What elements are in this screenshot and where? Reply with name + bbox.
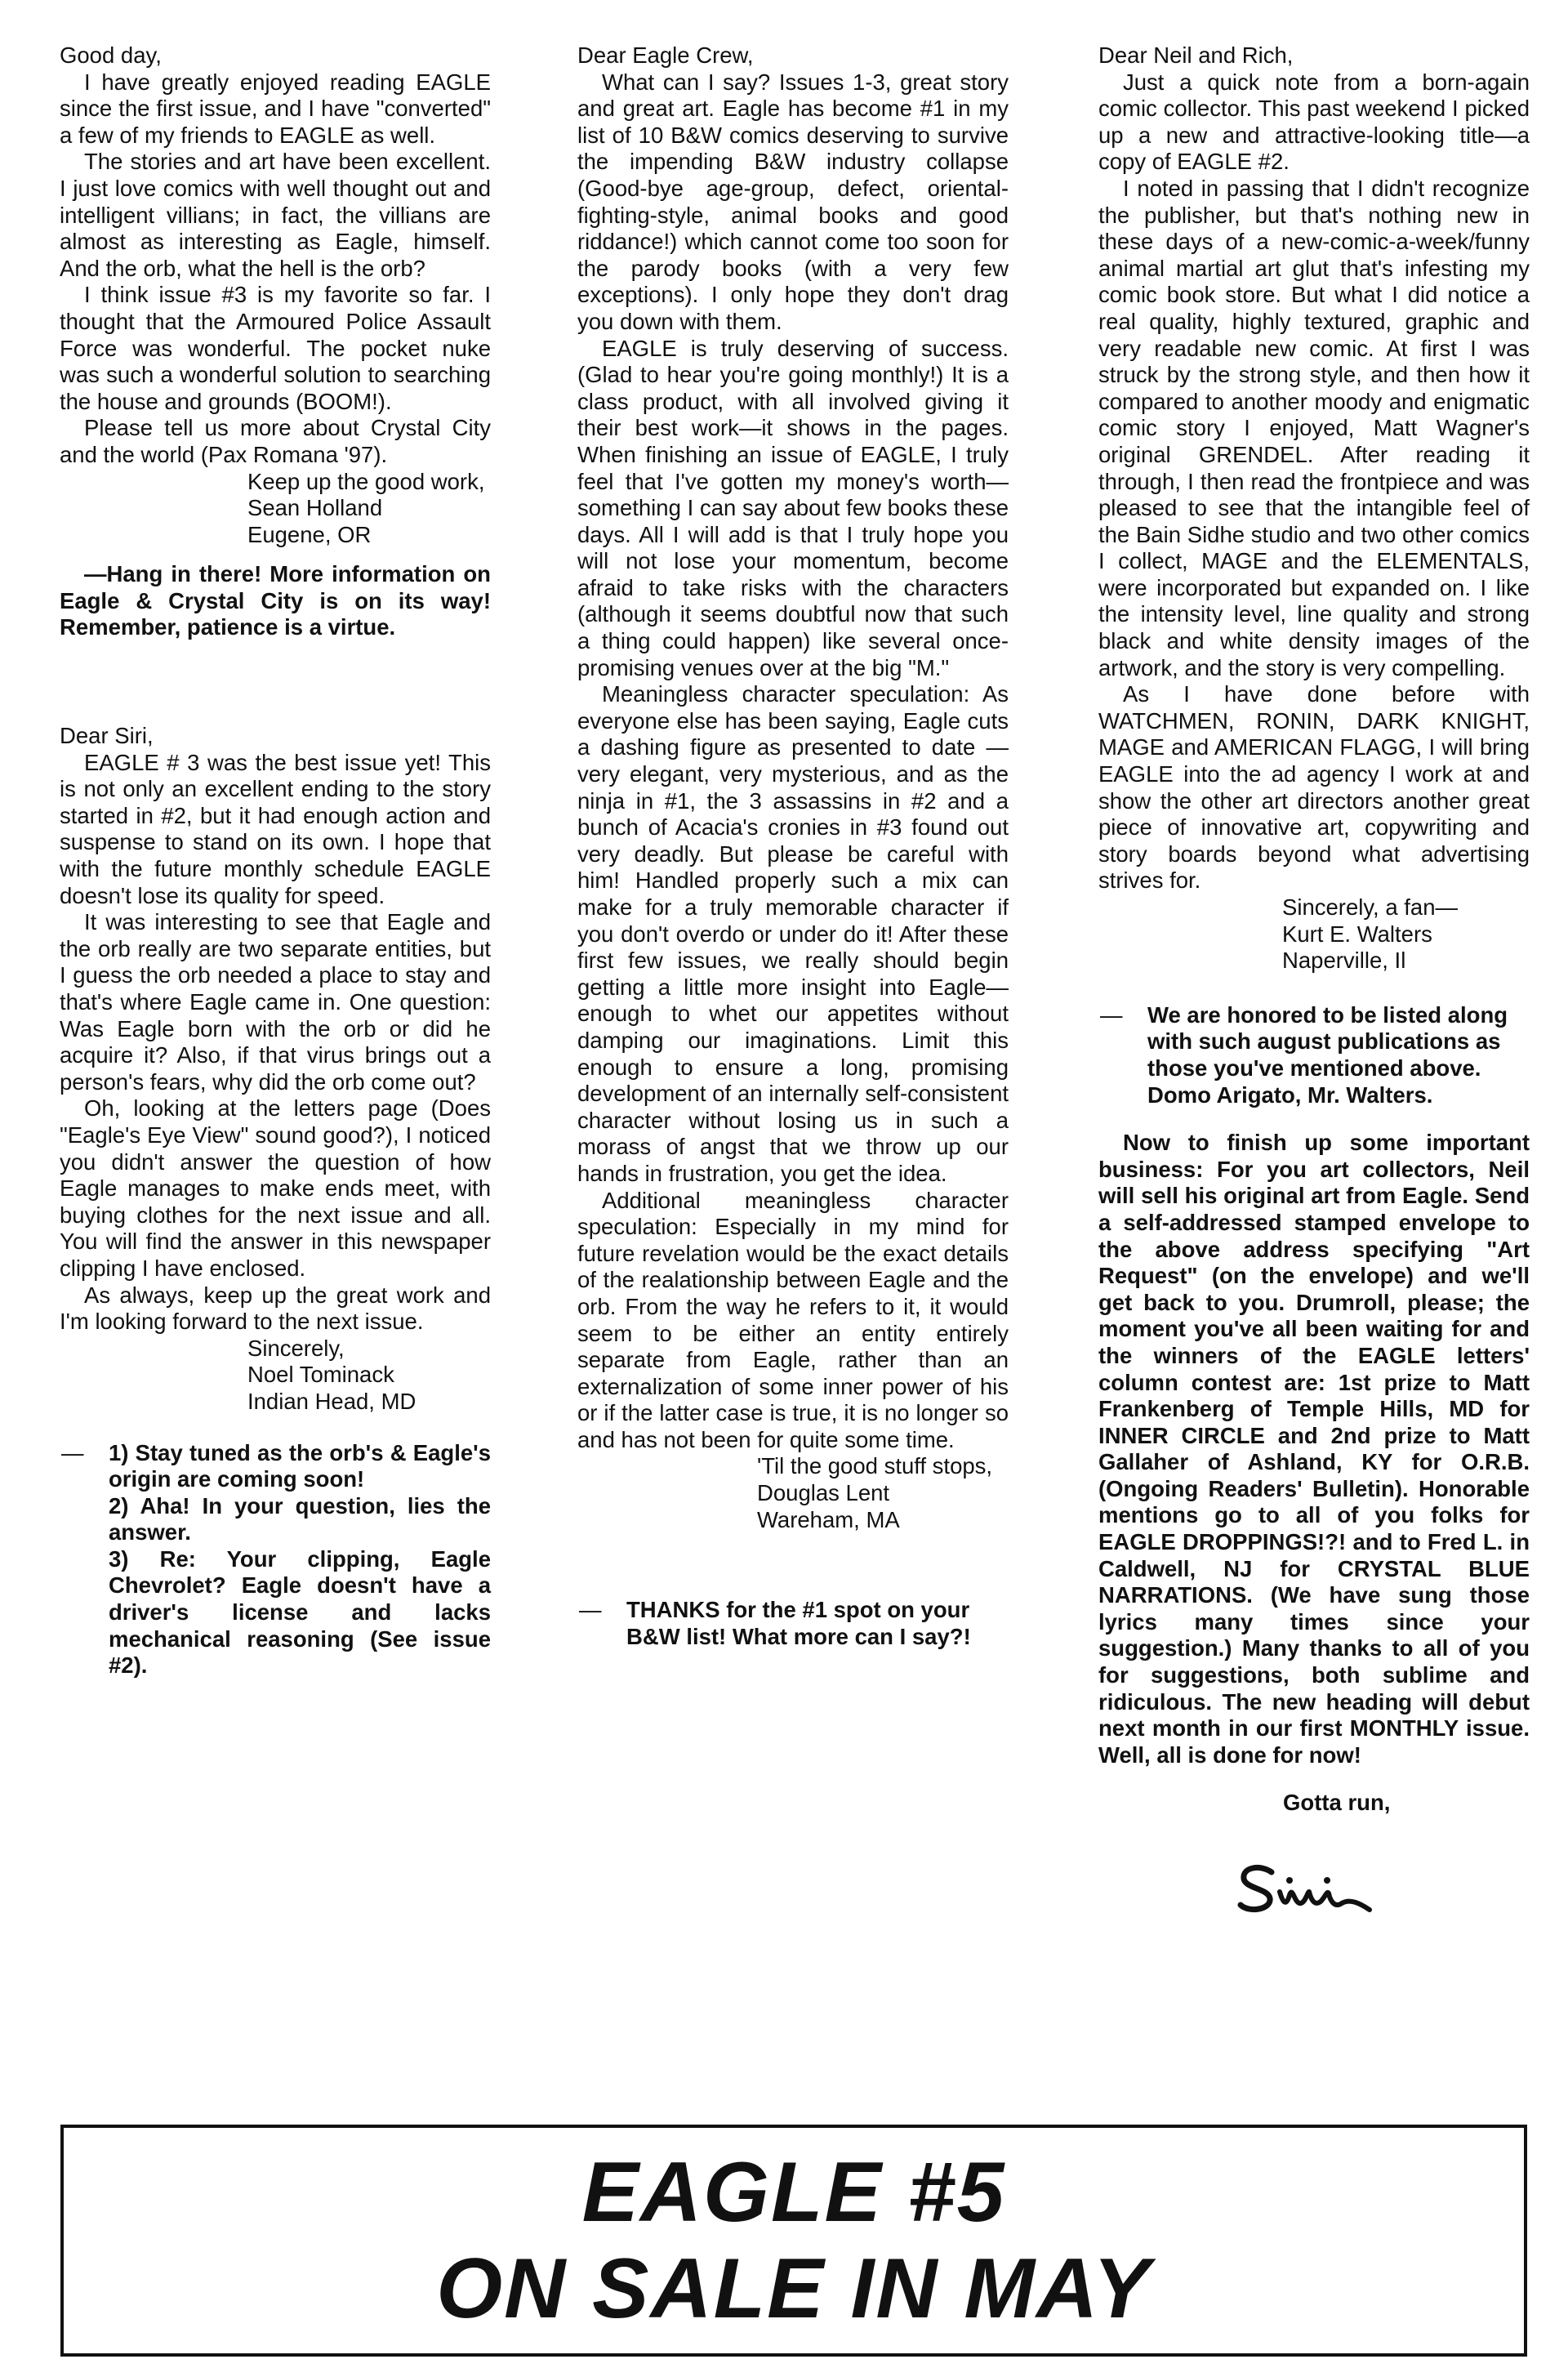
letter-sean-holland [60, 42, 491, 641]
letter-paragraph: As I have done before with WATCHMEN, RONIN, DARK KNIGHT, MAGE and AMERICAN FLAGG, I will bring EAGLE into the ad agency I work at and show the other art directors another great piece of innovative art, copywriting and story boards beyond what advertising strives for. [1098, 681, 1530, 894]
letter-paragraph: I noted in passing that I didn't recognize the publisher, but that's nothing new in these days of a new-comic-a-week/funny animal martial art glut that's infesting my comic book store. But what I did notice a real quality, highly textured, graphic and very readable new comic. At first I was struck by the strong style, and then how it compared to another moody and enigmatic comic story I enjoyed, Matt Wagner's original GRENDEL. After reading it through, I then read the frontpiece and was pleased to see that the intangible feel of the Bain Sidhe studio and two other comics I collect, MAGE and the ELEMENTALS, were incorporated but expanded on. I like the intensity level, line quality and strong black and white density images of the artwork, and the story is very compelling. [1098, 175, 1530, 680]
reply-dash: — [61, 1439, 84, 1465]
reply-item: 1) Stay tuned as the orb's & Eagle's origin are coming soon! [109, 1439, 491, 1492]
editor-reply: —Hang in there! More information on Eagle & Crystal City is on its way! Remember, patience is a virtue. [60, 561, 491, 640]
editor-reply [577, 1597, 1009, 1650]
column-middle [577, 42, 1009, 1650]
editor-reply [60, 1440, 491, 1679]
letter-greeting: Dear Eagle Crew, [577, 42, 754, 68]
reply-text: THANKS for the #1 spot on your B&W list! What more can I say?! [626, 1597, 971, 1649]
reply-dash: — [1100, 1001, 1123, 1028]
signature-location: Indian Head, MD [247, 1388, 416, 1414]
letter-paragraph: I have greatly enjoyed reading EAGLE since the first issue, and I have "converted" a few of my friends to EAGLE as well. [60, 69, 491, 148]
letter-paragraph: EAGLE is truly deserving of success. (Glad to hear you're going monthly!) It is a class product, with all involved giving it their best work—it shows in the pages. When finishing an issue of EAGLE, I truly feel that I've gotten my money's worth—something I can say about few books these days. All I will add is that I truly hope you will not lose your momentum, become afraid to take risks with the characters (although it seems doubtful now that such a thing could happen) like several once-promising venues over at the big "M." [577, 335, 1009, 680]
reply-item: 2) Aha! In your question, lies the answer. [109, 1492, 491, 1545]
signature-line: 'Til the good stuff stops, [757, 1453, 993, 1479]
banner-line-1: EAGLE #5 [581, 2145, 1006, 2240]
signature-line: Sincerely, [247, 1335, 345, 1361]
signature-name: Noel Tominack [247, 1362, 394, 1388]
letter-paragraph: Oh, looking at the letters page (Does "Eagle's Eye View" sound good?), I noticed you didn't answer the question of how Eagle manages to make ends meet, with buying clothes for the next issue and all. You will find the answer in this newspaper clipping I have enclosed. [60, 1095, 491, 1281]
letter-paragraph: What can I say? Issues 1-3, great story and great art. Eagle has become #1 in my list of 10 B&W comics deserving to survive the impending B&W industry collapse (Good-bye age-group, defect, oriental-fighting-style, animal books and good riddance!) which cannot come too soon for the parody books (with a very few exceptions). I only hope they don't drag you down with them. [577, 69, 1009, 334]
letter-greeting: Good day, [60, 42, 162, 68]
signature-line: Sincerely, a fan— [1282, 894, 1459, 920]
column-left [60, 42, 491, 1679]
letter-greeting: Dear Neil and Rich, [1098, 42, 1294, 68]
letter-paragraph: It was interesting to see that Eagle and the orb really are two separate entities, but I guess the orb needed a place to stay and that's where Eagle came in. One question: Was Eagle born with the orb or did he acquire it? Also, if that virus brings out a person's fears, why did the orb come out? [60, 909, 491, 1095]
reply-text: We are honored to be listed along with such august publications as those you've mentioned above. Domo Arigato, Mr. Walters. [1147, 1001, 1508, 1108]
letter-paragraph: As always, keep up the great work and I'm looking forward to the next issue. [60, 1282, 491, 1335]
signature-name: Sean Holland [247, 495, 383, 521]
letter-douglas-lent [577, 42, 1009, 1650]
letter-paragraph: Additional meaningless character speculation: Especially in my mind for future revelation would be the exact details of the realationship between Eagle and the orb. From the way he refers to it, it would seem to be either an entity entirely separate from Eagle, rather than an externalization of some inner power of his or if the latter case is true, it is no longer so and has not been for quite some time. [577, 1187, 1009, 1452]
letter-greeting: Dear Siri, [60, 723, 154, 749]
signature-name: Kurt E. Walters [1282, 921, 1432, 947]
closing-signoff: Gotta run, [1283, 1790, 1391, 1816]
reply-item: 3) Re: Your clipping, Eagle Chevrolet? Eagle doesn't have a driver's license and lacks mechanical reasoning (See issue #2). [109, 1545, 491, 1679]
banner-line-2: ON SALE IN MAY [436, 2241, 1152, 2336]
letter-paragraph: I think issue #3 is my favorite so far. I thought that the Armoured Police Assault Force was wonderful. The pocket nuke was such a wonderful solution to searching the house and grounds (BOOM!). [60, 282, 491, 414]
letter-paragraph: The stories and art have been excellent. I just love comics with well thought out and intelligent villians; in fact, the villians are almost as interesting as Eagle, himself. And the orb, what the hell is the orb? [60, 149, 491, 281]
reply-dash: — [579, 1597, 602, 1623]
letter-paragraph: EAGLE # 3 was the best issue yet! This is not only an excellent ending to the story started in #2, but it had enough action and suspense to stand on its own. I hope that with the future monthly schedule EAGLE doesn't lose its quality for speed. [60, 749, 491, 908]
letter-paragraph: Meaningless character speculation: As everyone else has been saying, Eagle cuts a dashing figure as presented to date — very elegant, very mysterious, and as the ninja in #1, the 3 assassins in #2 and a bunch of Acacia's cronies in #3 found out very deadly. But please be careful with him! Handled properly such a mix can make for a truly memorable character if you don't overdo or under do it! After these first few issues, we really should begin getting a little more insight into Eagle—enough to whet our appetites without damping our imaginations. Limit this enough to ensure a long, promising development of an internally self-consistent character without losing us in such a morass of angst that we throw up our hands in frustration, you get the idea. [577, 681, 1009, 1186]
on-sale-banner [60, 2125, 1527, 2357]
letter-paragraph: Please tell us more about Crystal City and the world (Pax Romana '97). [60, 415, 491, 467]
signature-name: Douglas Lent [757, 1480, 890, 1506]
letter-kurt-walters [1098, 42, 1530, 1108]
siri-signature-image [1236, 1856, 1374, 1921]
signature-location: Eugene, OR [247, 521, 372, 547]
letter-paragraph: Just a quick note from a born-again comic collector. This past weekend I picked up a new and attractive-looking title—a copy of EAGLE #2. [1098, 69, 1530, 175]
signature-line: Keep up the good work, [247, 468, 485, 494]
editor-reply [1098, 1002, 1530, 1108]
closing-paragraph: Now to finish up some important business: For you art collectors, Neil will sell his original art from Eagle. Send a self-addressed stamped envelope to the above address specifying "Art Request" (on the envelope) and we'll get back to you. Drumroll, please; the moment you've all been waiting for and the winners of the EAGLE letters' column contest are: 1st prize to Matt Frankenberg of Temple Hills, MD for INNER CIRCLE and 2nd prize to Matt Gallaher of Ashland, KY for O.R.B. (Ongoing Readers' Bulletin). Honorable mentions go to all of you folks for EAGLE DROPPINGS!?! and to Fred L. in Caldwell, NJ for CRYSTAL BLUE NARRATIONS. (We have sung those lyrics many times since your suggestion.) Many thanks to all of you for suggestions, both sublime and ridiculous. The new heading will debut next month in our first MONTHLY issue. Well, all is done for now! [1098, 1130, 1530, 1768]
editor-closing [1098, 1130, 1530, 1921]
column-right [1098, 42, 1530, 1921]
letter-noel-tominack [60, 723, 491, 1679]
signature-location: Wareham, MA [757, 1506, 900, 1532]
signature-location: Naperville, Il [1282, 948, 1406, 974]
